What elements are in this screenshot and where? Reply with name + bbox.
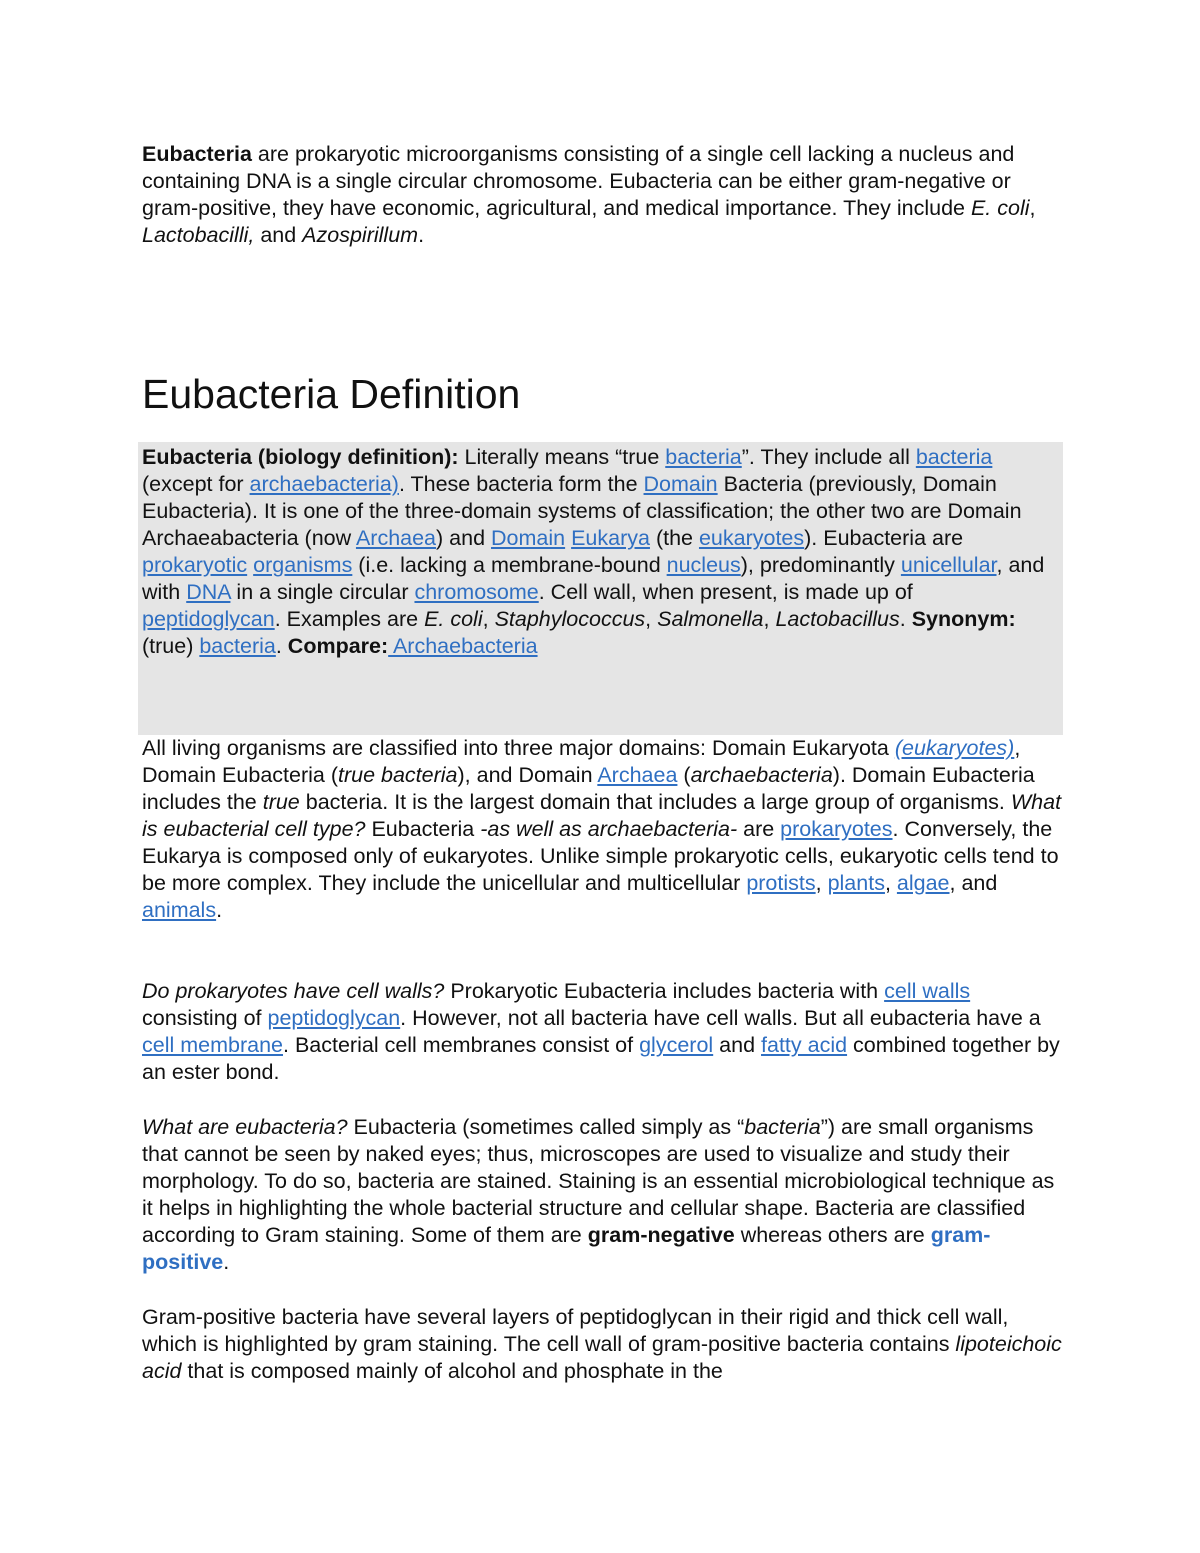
link-unicellular[interactable]: unicellular bbox=[900, 553, 997, 577]
link-bacteria[interactable]: bacteria bbox=[199, 634, 276, 658]
what-are-eubacteria-paragraph: What are eubacteria? Eubacteria (sometimes called simply as “bacteria”) are small organisms that cannot be seen by naked eyes; thus, microscopes are used to visualize and study their morphology. To do so, bacteria are stained. Staining is an essential microbiological technique as it helps in highlighting the whole bacterial structure and cellular shape. Bacteria are classified according to Gram staining. Some of them are gram-negative whereas others are gram-positive. bbox=[142, 1115, 1055, 1274]
link-fatty-acid[interactable]: fatty acid bbox=[761, 1033, 848, 1057]
link-animals[interactable]: animals bbox=[142, 898, 217, 922]
link-bacteria[interactable]: bacteria bbox=[665, 445, 742, 469]
link-prokaryotes[interactable]: prokaryotes bbox=[780, 817, 893, 841]
link-dna[interactable]: DNA bbox=[186, 580, 231, 604]
gram-positive-term: gram-positive bbox=[142, 1223, 991, 1274]
link-protists[interactable]: protists bbox=[746, 871, 816, 895]
link-peptidoglycan[interactable]: peptidoglycan bbox=[267, 1006, 401, 1030]
definition-label: Eubacteria (biology definition): bbox=[142, 445, 459, 469]
link-archaebacteria-compare[interactable]: Archaebacteria bbox=[388, 634, 538, 658]
link-domain[interactable]: Domain bbox=[643, 472, 718, 496]
definition-box bbox=[138, 442, 1063, 735]
link-eukaryotes[interactable]: eukaryotes bbox=[698, 526, 805, 550]
intro-paragraph: Eubacteria are prokaryotic microorganisms consisting of a single cell lacking a nucleus and containing DNA is a single circular chromosome. Eubacteria can be either gram-negative or gram-positive, they have economic, agricultural, and medical importance. They include E. coli, Lactobacilli, and Azospirillum. bbox=[142, 142, 1036, 247]
link-prokaryotic[interactable]: prokaryotic bbox=[142, 553, 248, 577]
cell-walls-paragraph: Do prokaryotes have cell walls? Prokaryotic Eubacteria includes bacteria with cell walls consisting of peptidoglycan. However, not all bacteria have cell walls. But all eubacteria have a cell membrane. Bacterial cell membranes consist of glycerol and fatty acid combined together by an ester bond. bbox=[142, 979, 1060, 1084]
compare-label: Compare: bbox=[287, 634, 389, 658]
section-heading: Eubacteria Definition bbox=[142, 371, 521, 417]
link-organisms[interactable]: organisms bbox=[253, 553, 353, 577]
link-domain[interactable]: Domain bbox=[491, 526, 566, 550]
gram-positive-paragraph: Gram-positive bacteria have several layers of peptidoglycan in their rigid and thick cell wall, which is highlighted by gram staining. The cell wall of gram-positive bacteria contains lipoteichoic acid that is composed mainly of alcohol and phosphate in the bbox=[142, 1305, 1062, 1383]
link-cell-membrane[interactable]: cell membrane bbox=[142, 1033, 283, 1057]
link-bacteria[interactable]: bacteria bbox=[915, 445, 993, 469]
link-archaea[interactable]: Archaea bbox=[355, 526, 437, 550]
intro-term: Eubacteria bbox=[142, 142, 252, 166]
link-plants[interactable]: plants bbox=[827, 871, 885, 895]
synonym-label: Synonym: bbox=[911, 607, 1016, 631]
link-chromosome[interactable]: chromosome bbox=[414, 580, 539, 604]
domains-paragraph: All living organisms are classified into three major domains: Domain Eukaryota (eukaryotes), Domain Eubacteria (true bacteria), and Domain Archaea (archaebacteria). Domain Eubacteria includes the true bacteria. It is the largest domain that includes a large group of organisms. What is eubacterial cell type? Eubacteria -as well as archaebacteria- are prokaryotes. Conversely, the Eukarya is composed only of eukaryotes. Unlike simple prokaryotic cells, eukaryotic cells tend to be more complex. They include the unicellular and multicellular protists, plants, algae, and animals. bbox=[142, 736, 1062, 922]
link-archaebacteria[interactable]: archaebacteria) bbox=[249, 472, 399, 496]
link-eukarya[interactable]: Eukarya bbox=[571, 526, 650, 550]
link-nucleus[interactable]: nucleus bbox=[666, 553, 741, 577]
link-peptidoglycan[interactable]: peptidoglycan bbox=[142, 607, 275, 631]
definition-text: Eubacteria (biology definition): Literally means “true bacteria”. They include all bacteria (except for archaebacteria). These bacteria form the Domain Bacteria (previously, Domain Eubacteria). It is one of the three-domain systems of classification; the other two are Domain Archaeabacteria (now Archaea) and Domain Eukarya (the eukaryotes). Eubacteria are prokaryotic organisms (i.e. lacking a membrane-bound nucleus), predominantly unicellular, and with DNA in a single circular chromosome. Cell wall, when present, is made up of peptidoglycan. Examples are E. coli, Staphylococcus, Salmonella, Lactobacillus. Synonym:(true) bacteria. Compare: Archaebacteria bbox=[142, 445, 1045, 658]
gram-negative-term: gram-negative bbox=[587, 1223, 735, 1247]
link-algae[interactable]: algae bbox=[896, 871, 950, 895]
link-eukaryotes[interactable]: (eukaryotes) bbox=[894, 736, 1015, 760]
link-archaea[interactable]: Archaea bbox=[597, 763, 678, 787]
link-cell-walls[interactable]: cell walls bbox=[884, 979, 971, 1003]
link-glycerol[interactable]: glycerol bbox=[639, 1033, 714, 1057]
